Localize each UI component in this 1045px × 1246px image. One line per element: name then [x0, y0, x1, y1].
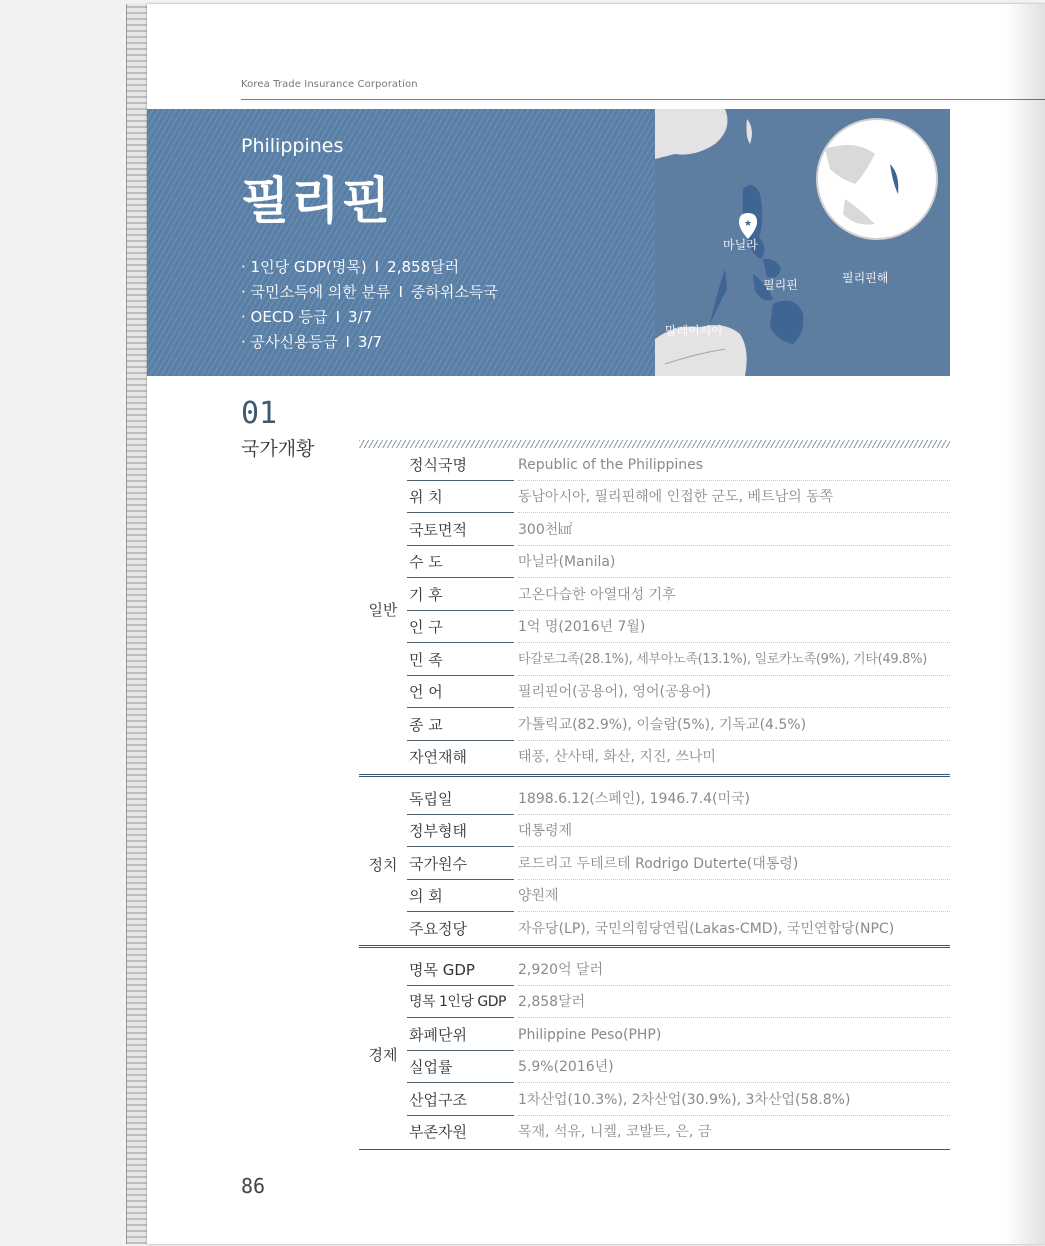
fact-separator: I — [374, 258, 380, 276]
row-label: 수 도 — [407, 546, 514, 578]
general-table — [359, 449, 950, 774]
fact-separator: I — [335, 308, 341, 326]
group-divider — [359, 945, 950, 948]
table-row — [407, 579, 950, 611]
fact-label: · 국민소득에 의한 분류 — [241, 283, 391, 301]
palawan-shape — [710, 269, 727, 324]
row-value: 자유당(LP), 국민의힘당연립(Lakas-CMD), 국민연합당(NPC) — [518, 921, 895, 937]
capital-label: 마닐라 — [723, 238, 758, 252]
table-end-rule — [359, 1149, 950, 1150]
mindanao-shape — [770, 301, 803, 344]
capital-star-glyph: ★ — [743, 219, 753, 229]
row-value: 필리핀어(공용어), 영어(공용어) — [518, 676, 950, 708]
country-map — [655, 109, 950, 376]
country-name-ko: 필리핀 — [241, 172, 392, 230]
row-value: 동남아시아, 필리핀해에 인접한 군도, 베트남의 동쪽 — [518, 481, 950, 513]
taiwan-shape — [746, 119, 751, 144]
fact-label: · 공사신용등급 — [241, 333, 338, 351]
row-label: 민 족 — [407, 644, 514, 676]
row-value: 1차산업(10.3%), 2차산업(30.9%), 3차산업(58.8%) — [518, 1084, 950, 1116]
row-value: 타갈로그족(28.1%), 세부아노족(13.1%), 일로카노족(9%), 기타(49.8%) — [518, 644, 950, 676]
row-label: 명목 1인당 GDP — [407, 986, 514, 1018]
sea-label: 필리핀해 — [842, 271, 889, 285]
section-title: 국가개황 — [241, 438, 315, 460]
row-label: 명목 GDP — [407, 954, 514, 986]
table-row — [407, 954, 950, 986]
row-value: 1억 명(2016년 7월) — [518, 611, 950, 643]
table-row — [407, 848, 950, 880]
row-value: 태풍, 산사태, 화산, 지진, 쓰나미 — [518, 749, 716, 765]
row-value: 로드리고 두테르테 Rodrigo Duterte(대통령) — [518, 848, 950, 880]
table-row — [407, 611, 950, 643]
table-row — [407, 986, 950, 1018]
row-value: 고온다습한 아열대성 기후 — [518, 579, 950, 611]
row-value: Philippine Peso(PHP) — [518, 1019, 950, 1051]
row-label: 인 구 — [407, 611, 514, 643]
row-value: 대통령제 — [518, 815, 950, 847]
table-row — [407, 1084, 950, 1116]
section-rule — [359, 440, 950, 448]
group-label-general: 일반 — [368, 601, 398, 619]
row-label: 국토면적 — [407, 514, 514, 546]
row-value: 마닐라(Manila) — [518, 546, 950, 578]
table-row — [407, 676, 950, 708]
row-label: 종 교 — [407, 709, 514, 741]
table-row — [407, 1019, 950, 1051]
fact-item — [241, 330, 498, 355]
fact-separator: I — [345, 333, 350, 351]
fact-value: 2,858달러 — [387, 258, 460, 276]
row-label: 부존자원 — [409, 1123, 467, 1141]
fact-label: · OECD 등급 — [241, 308, 328, 326]
book-binding — [126, 4, 149, 1244]
fact-separator: I — [398, 283, 403, 301]
table-row — [407, 783, 950, 815]
row-label: 언 어 — [407, 676, 514, 708]
row-value: Republic of the Philippines — [518, 449, 950, 481]
country-banner — [147, 109, 655, 376]
fact-label: · 1인당 GDP(명목) — [241, 258, 367, 276]
row-label: 의 회 — [407, 880, 514, 912]
fact-value: 중하위소득국 — [410, 283, 498, 301]
fact-value: 3/7 — [357, 333, 383, 351]
corporation-header: Korea Trade Insurance Corporation — [241, 79, 418, 90]
document-page — [147, 4, 1045, 1244]
globe-locator-icon — [817, 119, 937, 239]
table-row — [407, 1116, 950, 1148]
row-value: 2,858달러 — [518, 986, 950, 1018]
section-number: 01 — [241, 396, 278, 431]
fact-item — [241, 255, 498, 280]
key-facts-list — [241, 255, 498, 355]
page-number: 86 — [241, 1174, 266, 1198]
group-label-politics: 정치 — [368, 856, 398, 874]
row-value: 가톨릭교(82.9%), 이슬람(5%), 기독교(4.5%) — [518, 709, 950, 741]
row-value: 2,920억 달러 — [518, 954, 950, 986]
row-label: 국가원수 — [407, 848, 514, 880]
row-label: 실업률 — [407, 1051, 514, 1083]
table-row — [407, 644, 950, 676]
row-value: 300천㎢ — [518, 514, 950, 546]
table-row — [407, 709, 950, 741]
row-value: 목재, 석유, 니켈, 코발트, 은, 금 — [518, 1124, 712, 1140]
row-value: 양원제 — [518, 880, 950, 912]
table-row — [407, 514, 950, 546]
row-value: 5.9%(2016년) — [518, 1051, 950, 1083]
country-label: 필리핀 — [763, 278, 798, 292]
country-name-en: Philippines — [241, 135, 344, 157]
page-curl-shadow — [1005, 4, 1045, 1244]
row-label: 자연재해 — [409, 748, 467, 766]
row-value: 1898.6.12(스페인), 1946.7.4(미국) — [518, 783, 950, 815]
table-row — [407, 880, 950, 912]
economy-table — [359, 954, 950, 1149]
row-label: 정식국명 — [407, 449, 514, 481]
row-label: 주요정당 — [409, 920, 467, 938]
row-label: 기 후 — [407, 579, 514, 611]
row-label: 위 치 — [407, 481, 514, 513]
mainland-shape — [655, 109, 727, 159]
table-row — [407, 1051, 950, 1083]
table-row — [407, 815, 950, 847]
row-label: 정부형태 — [407, 815, 514, 847]
neighbor-label: 말레이시아 — [665, 324, 723, 338]
group-label-economy: 경제 — [368, 1046, 398, 1064]
fact-value: 3/7 — [348, 308, 373, 326]
group-divider — [359, 774, 950, 777]
table-row — [407, 913, 950, 945]
politics-table — [359, 783, 950, 946]
header-divider — [241, 99, 1045, 100]
row-label: 독립일 — [407, 783, 514, 815]
fact-item — [241, 280, 498, 305]
table-row — [407, 741, 950, 773]
table-row — [407, 481, 950, 513]
table-row — [407, 546, 950, 578]
row-label: 화폐단위 — [407, 1019, 514, 1051]
table-row — [407, 449, 950, 481]
fact-item — [241, 305, 498, 330]
row-label: 산업구조 — [407, 1084, 514, 1116]
